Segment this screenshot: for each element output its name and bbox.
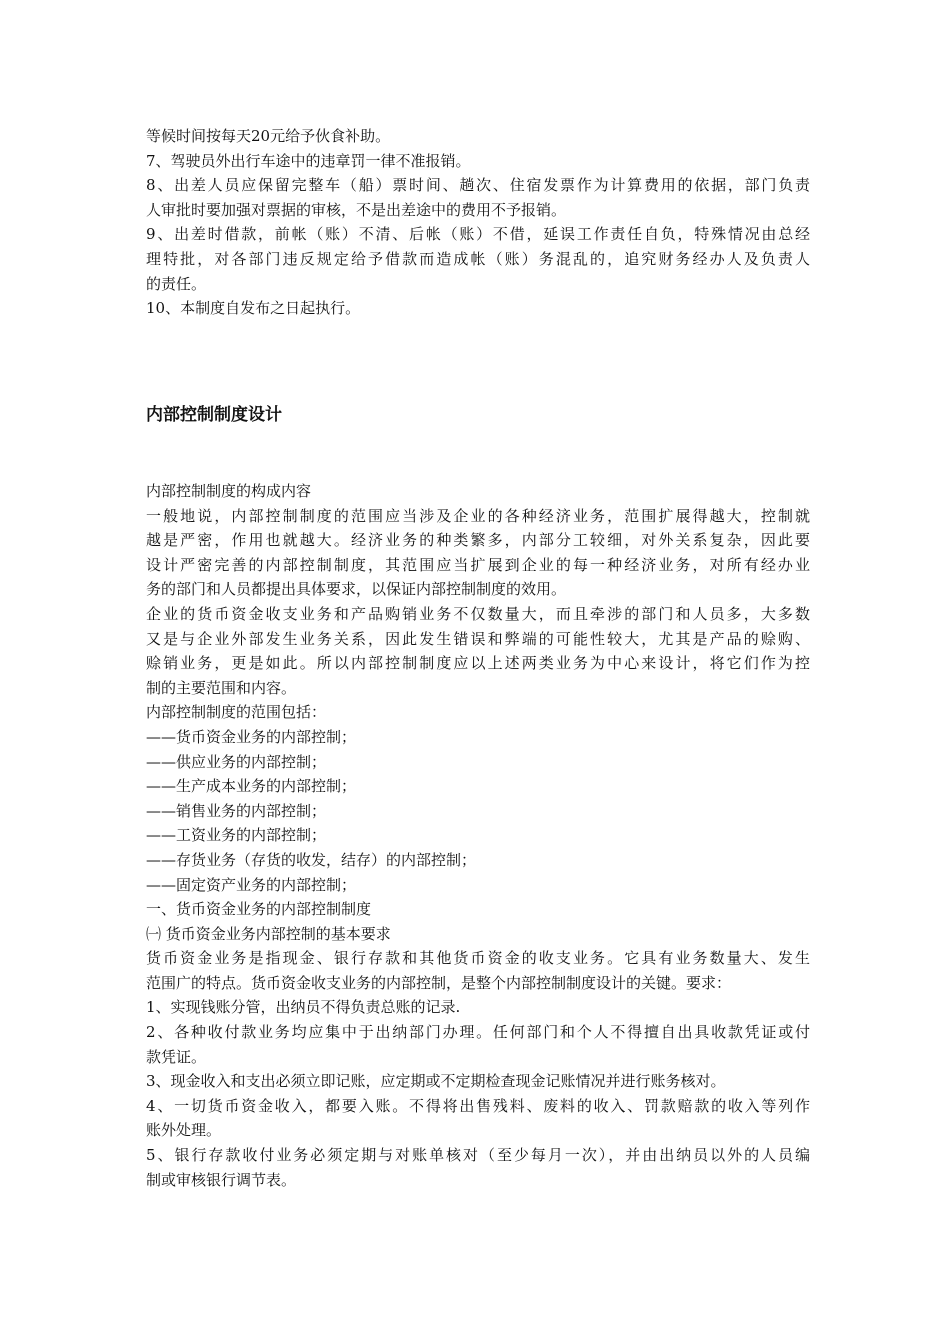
list-item: ——销售业务的内部控制； [146, 801, 327, 820]
list-item: ——供应业务的内部控制； [146, 752, 327, 771]
text-line: 7、驾驶员外出行车途中的违章罚一律不准报销。 [146, 151, 471, 170]
text-line: 1、实现钱账分管，出纳员不得负责总账的记录. [146, 998, 461, 1017]
top-section [146, 124, 810, 321]
text-line: 制或审核银行调节表。 [146, 1170, 297, 1189]
list-item: ——存货业务（存货的收发，结存）的内部控制； [146, 850, 477, 869]
text-line: 8、出差人员应保留完整车（船）票时间、趟次、住宿发票作为计算费用的依据，部门负责 [146, 176, 810, 195]
text-line: 10、本制度自发布之日起执行。 [146, 299, 361, 318]
text-line: 制的主要范围和内容。 [146, 678, 297, 697]
text-line: 务的部门和人员都提出具体要求，以保证内部控制制度的效用。 [146, 580, 567, 599]
list-item: ——货币资金业务的内部控制； [146, 727, 357, 746]
text-line: 5、银行存款收付业务必须定期与对账单核对（至少每月一次），并由出纳员以外的人员编 [146, 1146, 810, 1165]
text-line: 等候时间按每天20元给予伙食补助。 [146, 127, 391, 145]
text-line: 又是与企业外部发生业务关系，因此发生错误和弊端的可能性较大，尤其是产品的赊购、 [146, 629, 810, 648]
text-line: 内部控制制度的范围包括： [146, 703, 327, 722]
text-line: 人审批时要加强对票据的审核，不是出差途中的费用不予报销。 [146, 200, 567, 219]
text-line: 4、一切货币资金收入，都要入账。不得将出售残料、废料的收入、罚款赔款的收入等列作 [146, 1096, 810, 1115]
list-item: ——生产成本业务的内部控制； [146, 777, 357, 796]
text-line: 设计严密完善的内部控制制度，其范围应当扩展到企业的每一种经济业务，对所有经办业 [146, 555, 810, 574]
text-line: 越是严密，作用也就越大。经济业务的种类繁多，内部分工较细，对外关系复杂，因此要 [146, 531, 810, 550]
text-line: 赊销业务，更是如此。所以内部控制制度应以上述两类业务为中心来设计，将它们作为控 [146, 654, 810, 673]
text-line: 范围广的特点。货币资金收支业务的内部控制，是整个内部控制制度设计的关键。要求： [146, 973, 732, 992]
text-line: 9、出差时借款，前帐（账）不清、后帐（账）不借，延误工作责任自负，特殊情况由总经 [146, 225, 810, 244]
list-item: ——固定资产业务的内部控制； [146, 875, 357, 894]
text-line: 企业的货币资金收支业务和产品购销业务不仅数量大，而且牵涉的部门和人员多，大多数 [146, 604, 810, 623]
subheading: ㈠ 货币资金业务内部控制的基本要求 [146, 924, 391, 943]
text-line: 2、各种收付款业务均应集中于出纳部门办理。任何部门和个人不得擅自出具收款凭证或付 [146, 1023, 810, 1042]
list-item: ——工资业务的内部控制； [146, 826, 327, 845]
text-line: 3、现金收入和支出必须立即记账，应定期或不定期检查现金记账情况并进行账务核对。 [146, 1072, 726, 1091]
text-line: 一般地说，内部控制制度的范围应当涉及企业的各种经济业务，范围扩展得越大，控制就 [146, 506, 810, 525]
main-section [146, 479, 810, 1192]
text-line: 货币资金业务是指现金、银行存款和其他货币资金的收支业务。它具有业务数量大、发生 [146, 949, 810, 968]
text-line: 款凭证。 [146, 1047, 207, 1066]
text-line: 的责任。 [146, 274, 207, 293]
subheading: 一、货币资金业务的内部控制制度 [146, 900, 372, 919]
section-heading: 内部控制制度设计 [146, 405, 282, 425]
text-line: 账外处理。 [146, 1121, 222, 1140]
text-line: 理特批，对各部门违反规定给予借款而造成帐（账）务混乱的，追究财务经办人及负责人 [146, 249, 810, 268]
text-line: 内部控制制度的构成内容 [146, 482, 312, 500]
